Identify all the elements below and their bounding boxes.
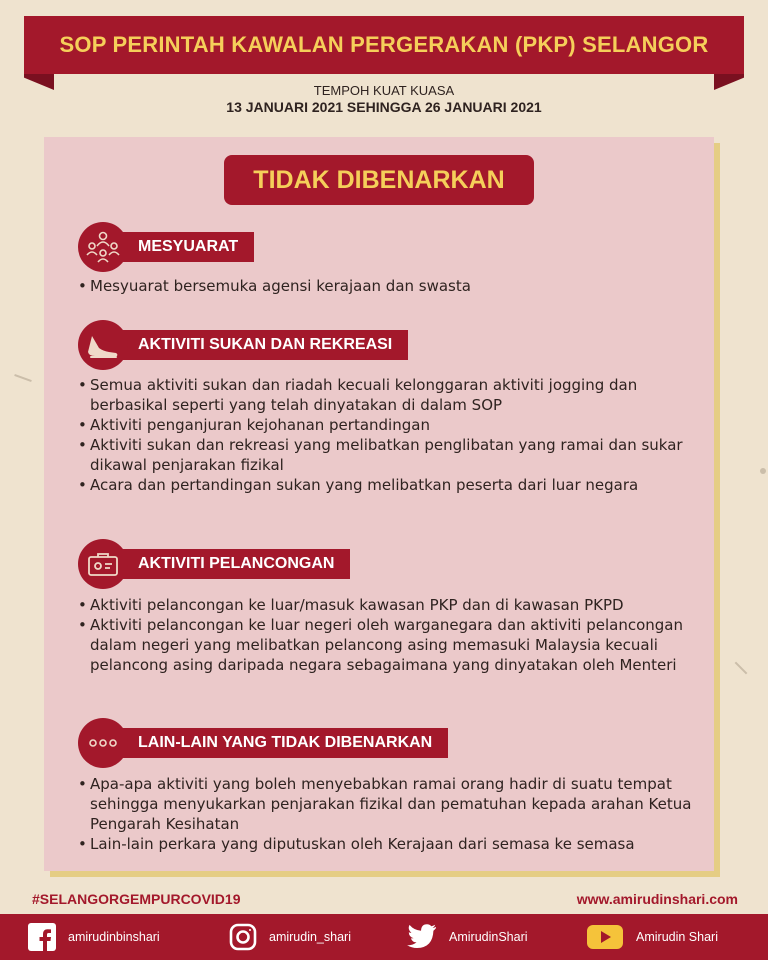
social-instagram[interactable] bbox=[229, 914, 351, 960]
section-bullets-tourism bbox=[78, 595, 698, 675]
meeting-people-icon bbox=[78, 222, 128, 272]
bullet-item: • Mesyuarat bersemuka agensi kerajaan dan swasta bbox=[78, 276, 698, 296]
section-title: AKTIVITI PELANCONGAN bbox=[138, 555, 335, 572]
section-title: LAIN-LAIN YANG TIDAK DIBENARKAN bbox=[138, 734, 433, 751]
bullet-item: • Acara dan pertandingan sukan yang melibatkan peserta dari luar negara bbox=[78, 475, 698, 495]
social-footer bbox=[0, 914, 768, 960]
ribbon-band bbox=[24, 16, 744, 74]
bullet-item: • Lain-lain perkara yang diputuskan oleh Kerajaan dari semasa ke semasa bbox=[78, 834, 698, 854]
bullet-item: • Aktiviti penganjuran kejohanan pertandingan bbox=[78, 415, 698, 435]
bullet-item: • Apa-apa aktiviti yang boleh menyebabkan ramai orang hadir di suatu tempat sehingga menyukarkan penjarakan fizikal dan pematuhan kepada arahan Ketua Pengarah Kesihatan bbox=[78, 774, 698, 834]
section-title: MESYUARAT bbox=[138, 238, 239, 255]
paper-speck bbox=[14, 374, 32, 382]
section-title: AKTIVITI SUKAN DAN REKREASI bbox=[138, 336, 393, 353]
bullet-item: • Semua aktiviti sukan dan riadah kecuali kelonggaran aktiviti jogging dan berbasikal seperti yang telah dinyatakan di dalam SOP bbox=[78, 375, 698, 415]
social-handle: amirudin_shari bbox=[269, 930, 351, 944]
title-ribbon bbox=[24, 16, 744, 78]
social-youtube[interactable] bbox=[586, 914, 718, 960]
period-dates: 13 JANUARI 2021 SEHINGGA 26 JANUARI 2021 bbox=[226, 99, 542, 115]
ellipsis-icon bbox=[78, 718, 128, 768]
bullet-item: • Aktiviti sukan dan rekreasi yang melibatkan penglibatan yang ramai dan sukar dikawal penjarakan fizikal bbox=[78, 435, 698, 475]
social-handle: amirudinbinshari bbox=[68, 930, 160, 944]
social-twitter[interactable] bbox=[407, 914, 528, 960]
hashtag: #SELANGORGEMPURCOVID19 bbox=[32, 891, 241, 907]
section-bullets-others bbox=[78, 774, 698, 854]
bullet-item: • Aktiviti pelancongan ke luar negeri oleh warganegara dan aktiviti pelancongan dalam negeri yang melibatkan pelancong asing memasuki Malaysia kecuali pelancong asing daripada negara sebagaimana yang dinyatakan oleh Menteri bbox=[78, 615, 698, 675]
main-title-badge bbox=[224, 155, 534, 205]
social-facebook[interactable] bbox=[28, 914, 160, 960]
social-handle: Amirudin Shari bbox=[636, 930, 718, 944]
section-pill bbox=[102, 549, 350, 579]
twitter-icon bbox=[407, 924, 437, 950]
bullet-item: • Aktiviti pelancongan ke luar/masuk kawasan PKP dan di kawasan PKPD bbox=[78, 595, 698, 615]
sports-shoe-icon bbox=[78, 320, 128, 370]
suitcase-icon bbox=[78, 539, 128, 589]
paper-speck bbox=[760, 468, 766, 474]
main-title: TIDAK DIBENARKAN bbox=[253, 165, 505, 194]
section-pill bbox=[102, 728, 448, 758]
facebook-icon bbox=[28, 923, 56, 951]
social-handle: AmirudinShari bbox=[449, 930, 528, 944]
page-title: SOP PERINTAH KAWALAN PERGERAKAN (PKP) SELANGOR bbox=[59, 32, 709, 57]
section-bullets-meeting bbox=[78, 276, 698, 296]
youtube-icon bbox=[586, 923, 624, 951]
website-link[interactable]: www.amirudinshari.com bbox=[576, 891, 738, 907]
section-bullets-sports bbox=[78, 375, 698, 495]
instagram-icon bbox=[229, 923, 257, 951]
paper-speck bbox=[735, 662, 748, 675]
section-pill bbox=[102, 330, 408, 360]
period-label: TEMPOH KUAT KUASA bbox=[313, 83, 455, 98]
